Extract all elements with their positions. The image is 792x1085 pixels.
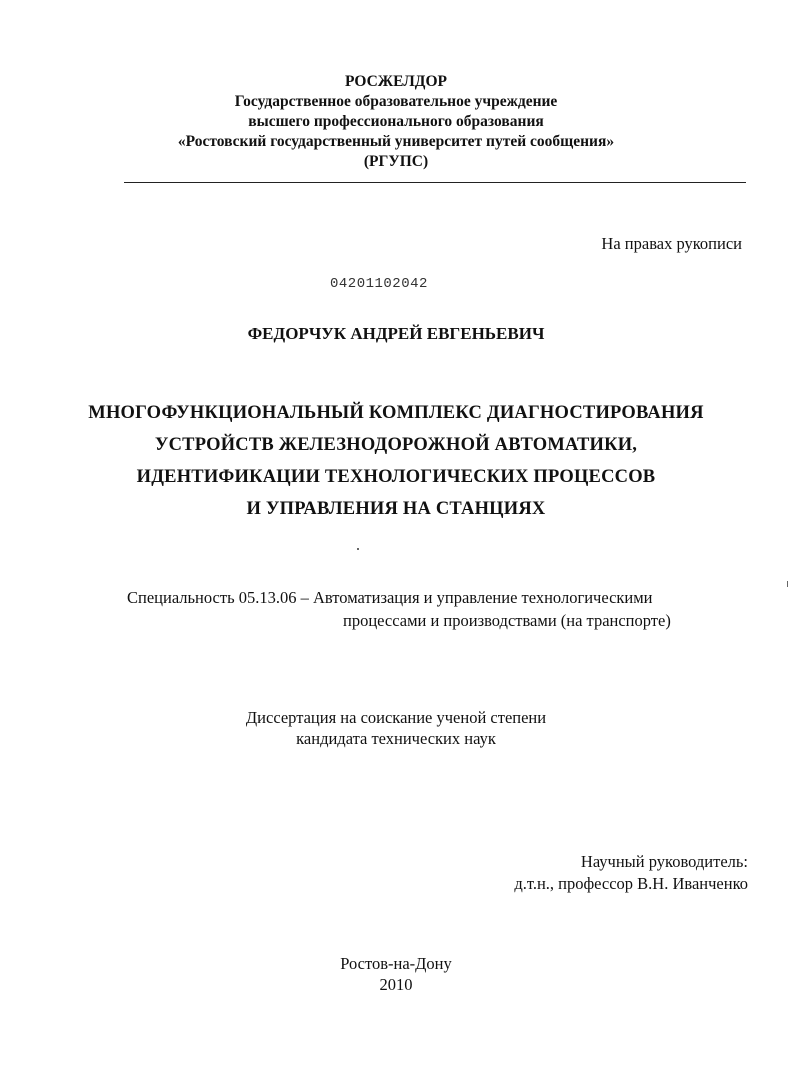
city: Ростов-на-Дону xyxy=(340,954,452,973)
header-divider xyxy=(124,182,746,183)
registration-number: 04201102042 xyxy=(330,276,428,292)
title-line-3: ИДЕНТИФИКАЦИИ ТЕХНОЛОГИЧЕСКИХ ПРОЦЕССОВ xyxy=(136,467,656,487)
org-line-2: высшего профессионального образования xyxy=(248,113,544,130)
supervisor-name: д.т.н., профессор В.Н. Иванченко xyxy=(514,874,748,893)
specialty-line-2: процессами и производствами (на транспорте) xyxy=(343,611,671,630)
org-line-1: Государственное образовательное учреждение xyxy=(234,93,558,110)
specialty-line-1: Специальность 05.13.06 – Автоматизация и управление технологическими xyxy=(127,588,653,607)
rights-note: На правах рукописи xyxy=(601,234,742,253)
scan-speck xyxy=(787,581,788,587)
supervisor-label: Научный руководитель: xyxy=(580,852,748,871)
title-line-4: И УПРАВЛЕНИЯ НА СТАНЦИЯХ xyxy=(246,499,546,519)
degree-line-1: Диссертация на соискание ученой степени xyxy=(245,708,547,727)
org-line-3: «Ростовский государственный университет путей сообщения» xyxy=(177,133,615,150)
year: 2010 xyxy=(379,975,413,994)
title-line-1: МНОГОФУНКЦИОНАЛЬНЫЙ КОМПЛЕКС ДИАГНОСТИРОВАНИЯ xyxy=(88,403,704,423)
title-line-2: УСТРОЙСТВ ЖЕЛЕЗНОДОРОЖНОЙ АВТОМАТИКИ, xyxy=(154,435,638,455)
author-name: ФЕДОРЧУК АНДРЕЙ ЕВГЕНЬЕВИЧ xyxy=(247,324,545,343)
org-abbreviation: (РГУПС) xyxy=(363,153,429,170)
org-name: РОСЖЕЛДОР xyxy=(344,73,447,90)
scan-speck xyxy=(357,548,359,550)
degree-line-2: кандидата технических наук xyxy=(296,729,496,748)
